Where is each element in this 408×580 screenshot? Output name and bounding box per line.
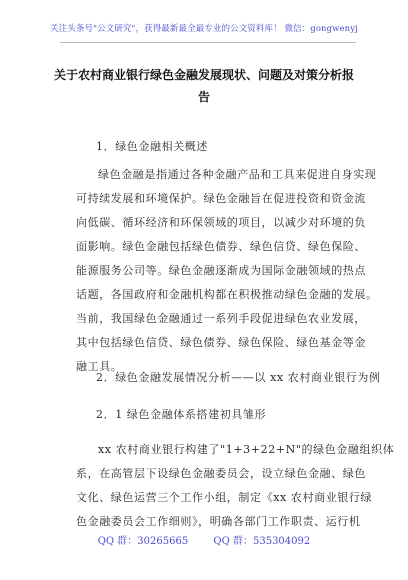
paragraph-line: xx 农村商业银行构建了"1+3+22+N"的绿色金融组织体 xyxy=(98,443,395,456)
paragraph-line: 话题，各国政府和金融机构都在积极推动绿色金融的发展。 xyxy=(76,288,378,301)
paragraph-line: 向低碳、循环经济和环保领域的项目，以减少对环境的负 xyxy=(76,216,366,229)
body-paragraph xyxy=(76,438,395,534)
paragraph-line: 色金融委员会工作细则》，明确各部门工作职责、运行机 xyxy=(76,515,361,528)
header-notice: 关注头条号"公文研究"，获得最新最全最专业的公文资料库！ 微信：gongwenyj xyxy=(50,24,358,34)
document-title-line: 告 xyxy=(197,90,210,104)
section-heading: 1．绿色金融相关概述 xyxy=(96,140,208,153)
paragraph-line: 融工具。 xyxy=(76,360,123,373)
footer-contact xyxy=(0,532,408,547)
paragraph-line: 可持续发展和环境保护。绿色金融旨在促进投资和资金流 xyxy=(76,192,366,205)
paragraph-line: 当前，我国绿色金融通过一系列手段促进绿色农业发展， xyxy=(76,312,366,325)
paragraph-line: 文化、绿色运营三个工作小组，制定《xx 农村商业银行绿 xyxy=(76,491,373,504)
header-divider xyxy=(60,42,356,43)
document-title xyxy=(50,64,358,108)
paragraph-line: 面影响。绿色金融包括绿色债券、绿色信贷、绿色保险、 xyxy=(76,240,366,253)
subsection-heading: 2．1 绿色金融体系搭建初具雏形 xyxy=(96,408,267,421)
paragraph-line: 系，在高管层下设绿色金融委员会，设立绿色金融、绿色 xyxy=(76,467,366,480)
document-title-line: 关于农村商业银行绿色金融发展现状、问题及对策分析报 xyxy=(53,68,354,82)
footer-qq-group: QQ 群：535304092 xyxy=(213,536,311,547)
paragraph-line: 其中包括绿色信贷、绿色债券、绿色保险、绿色基金等金 xyxy=(76,336,366,349)
footer-qq-group: QQ 群：30265665 xyxy=(97,536,189,547)
body-paragraph xyxy=(76,163,378,379)
paragraph-line: 绿色金融是指通过各种金融产品和工具来促进自身实现 xyxy=(98,168,377,181)
section-heading: 2．绿色金融发展情况分析——以 xx 农村商业银行为例 xyxy=(96,371,381,384)
paragraph-line: 能源服务公司等。绿色金融逐渐成为国际金融领域的热点 xyxy=(76,264,366,277)
